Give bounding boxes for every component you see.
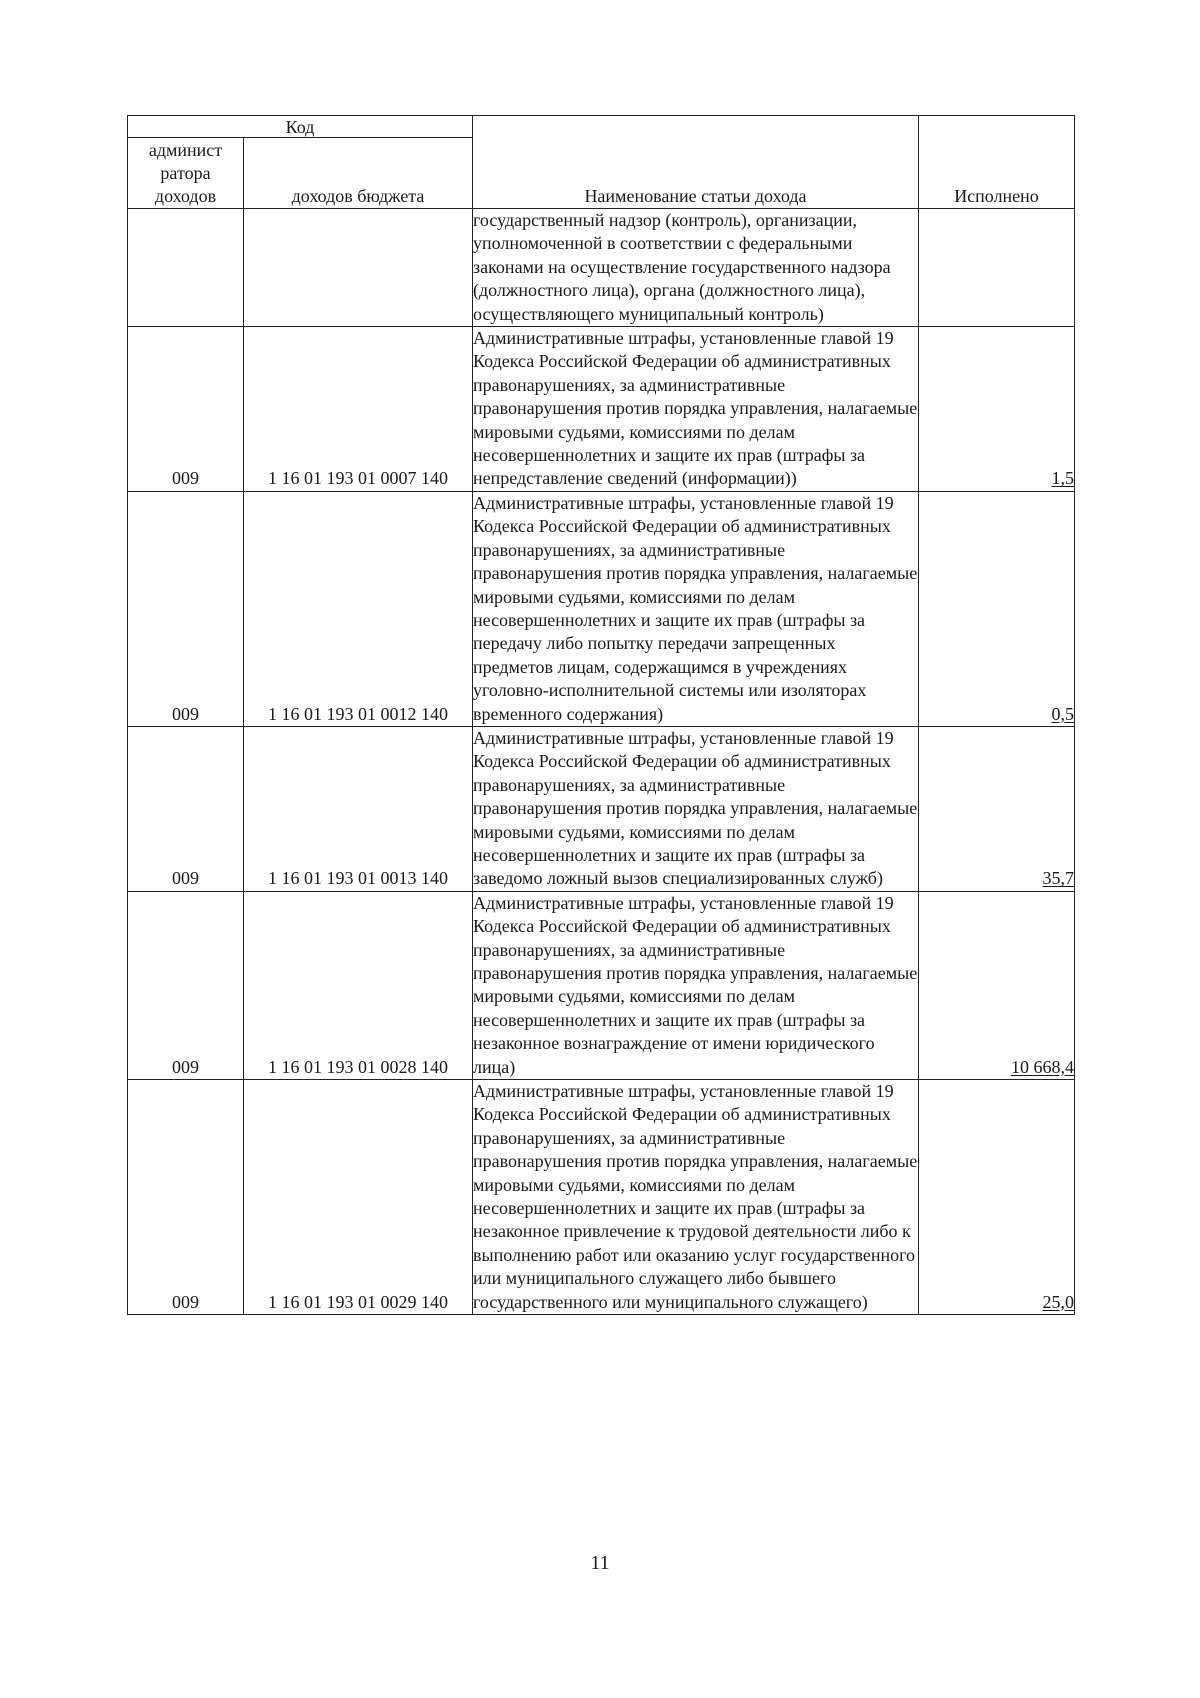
table-row [128, 726, 1075, 891]
amount-value: 25,0 [1042, 1291, 1074, 1312]
header-administrator: админист ратора доходов [128, 138, 244, 209]
amount-value: 35,7 [1042, 868, 1074, 889]
income-code-cell [244, 209, 473, 327]
income-code-cell: 1 16 01 193 01 0012 140 [244, 491, 473, 726]
item-name-cell: Административные штрафы, установленные главой 19 Кодекса Российской Федерации об административных правонарушениях, за административные правонарушения против порядка управления, налагаемые мировыми судьями, комиссиями по делам несовершеннолетних и защите их прав (штрафы за заведомо ложный вызов специализированных служб) [473, 726, 919, 891]
header-code-group: Код [128, 116, 473, 138]
header-item-name: Наименование статьи дохода [473, 116, 919, 209]
item-name-cell: Административные штрафы, установленные главой 19 Кодекса Российской Федерации об административных правонарушениях, за административные правонарушения против порядка управления, налагаемые мировыми судьями, комиссиями по делам несовершеннолетних и защите их прав (штрафы за непредставление сведений (информации)) [473, 327, 919, 492]
income-code-cell: 1 16 01 193 01 0029 140 [244, 1080, 473, 1315]
admin-code-cell: 009 [128, 891, 244, 1079]
admin-code-cell: 009 [128, 726, 244, 891]
table-row [128, 209, 1075, 327]
table-row [128, 891, 1075, 1079]
table-row [128, 1080, 1075, 1315]
income-code-cell: 1 16 01 193 01 0007 140 [244, 327, 473, 492]
amount-cell [919, 209, 1075, 327]
amount-value: 1,5 [1051, 468, 1074, 489]
page-number: 11 [590, 1552, 610, 1574]
item-name-cell: Административные штрафы, установленные главой 19 Кодекса Российской Федерации об административных правонарушениях, за административные правонарушения против порядка управления, налагаемые мировыми судьями, комиссиями по делам несовершеннолетних и защите их прав (штрафы за передачу либо попытку передачи запрещенных предметов лицам, содержащимся в учреждениях уголовно-исполнительной системы или изоляторах временного содержания) [473, 491, 919, 726]
admin-code-cell [128, 209, 244, 327]
amount-cell [919, 491, 1075, 726]
admin-code-cell: 009 [128, 327, 244, 492]
item-name-cell: Административные штрафы, установленные главой 19 Кодекса Российской Федерации об административных правонарушениях, за административные правонарушения против порядка управления, налагаемые мировыми судьями, комиссиями по делам несовершеннолетних и защите их прав (штрафы за незаконное вознаграждение от имени юридического лица) [473, 891, 919, 1079]
admin-code-cell: 009 [128, 1080, 244, 1315]
income-code-cell: 1 16 01 193 01 0013 140 [244, 726, 473, 891]
amount-cell [919, 327, 1075, 492]
amount-cell [919, 891, 1075, 1079]
header-executed: Исполнено [919, 116, 1075, 209]
income-code-cell: 1 16 01 193 01 0028 140 [244, 891, 473, 1079]
amount-value: 10 668,4 [1011, 1056, 1074, 1077]
admin-code-cell: 009 [128, 491, 244, 726]
table-row [128, 491, 1075, 726]
amount-value: 0,5 [1051, 703, 1074, 724]
amount-cell [919, 726, 1075, 891]
item-name-cell: Административные штрафы, установленные главой 19 Кодекса Российской Федерации об административных правонарушениях, за административные правонарушения против порядка управления, налагаемые мировыми судьями, комиссиями по делам несовершеннолетних и защите их прав (штрафы за незаконное привлечение к трудовой деятельности либо к выполнению работ или оказанию услуг государственного или муниципального служащего либо бывшего государственного или муниципального служащего) [473, 1080, 919, 1315]
amount-cell [919, 1080, 1075, 1315]
item-name-cell: государственный надзор (контроль), организации, уполномоченной в соответствии с федеральными законами на осуществление государственного надзора (должностного лица), органа (должностного лица), осуществляющего муниципальный контроль) [473, 209, 919, 327]
income-table [127, 115, 1075, 1315]
table-header-row-1 [128, 116, 1075, 138]
table-row [128, 327, 1075, 492]
header-income-code: доходов бюджета [244, 138, 473, 209]
